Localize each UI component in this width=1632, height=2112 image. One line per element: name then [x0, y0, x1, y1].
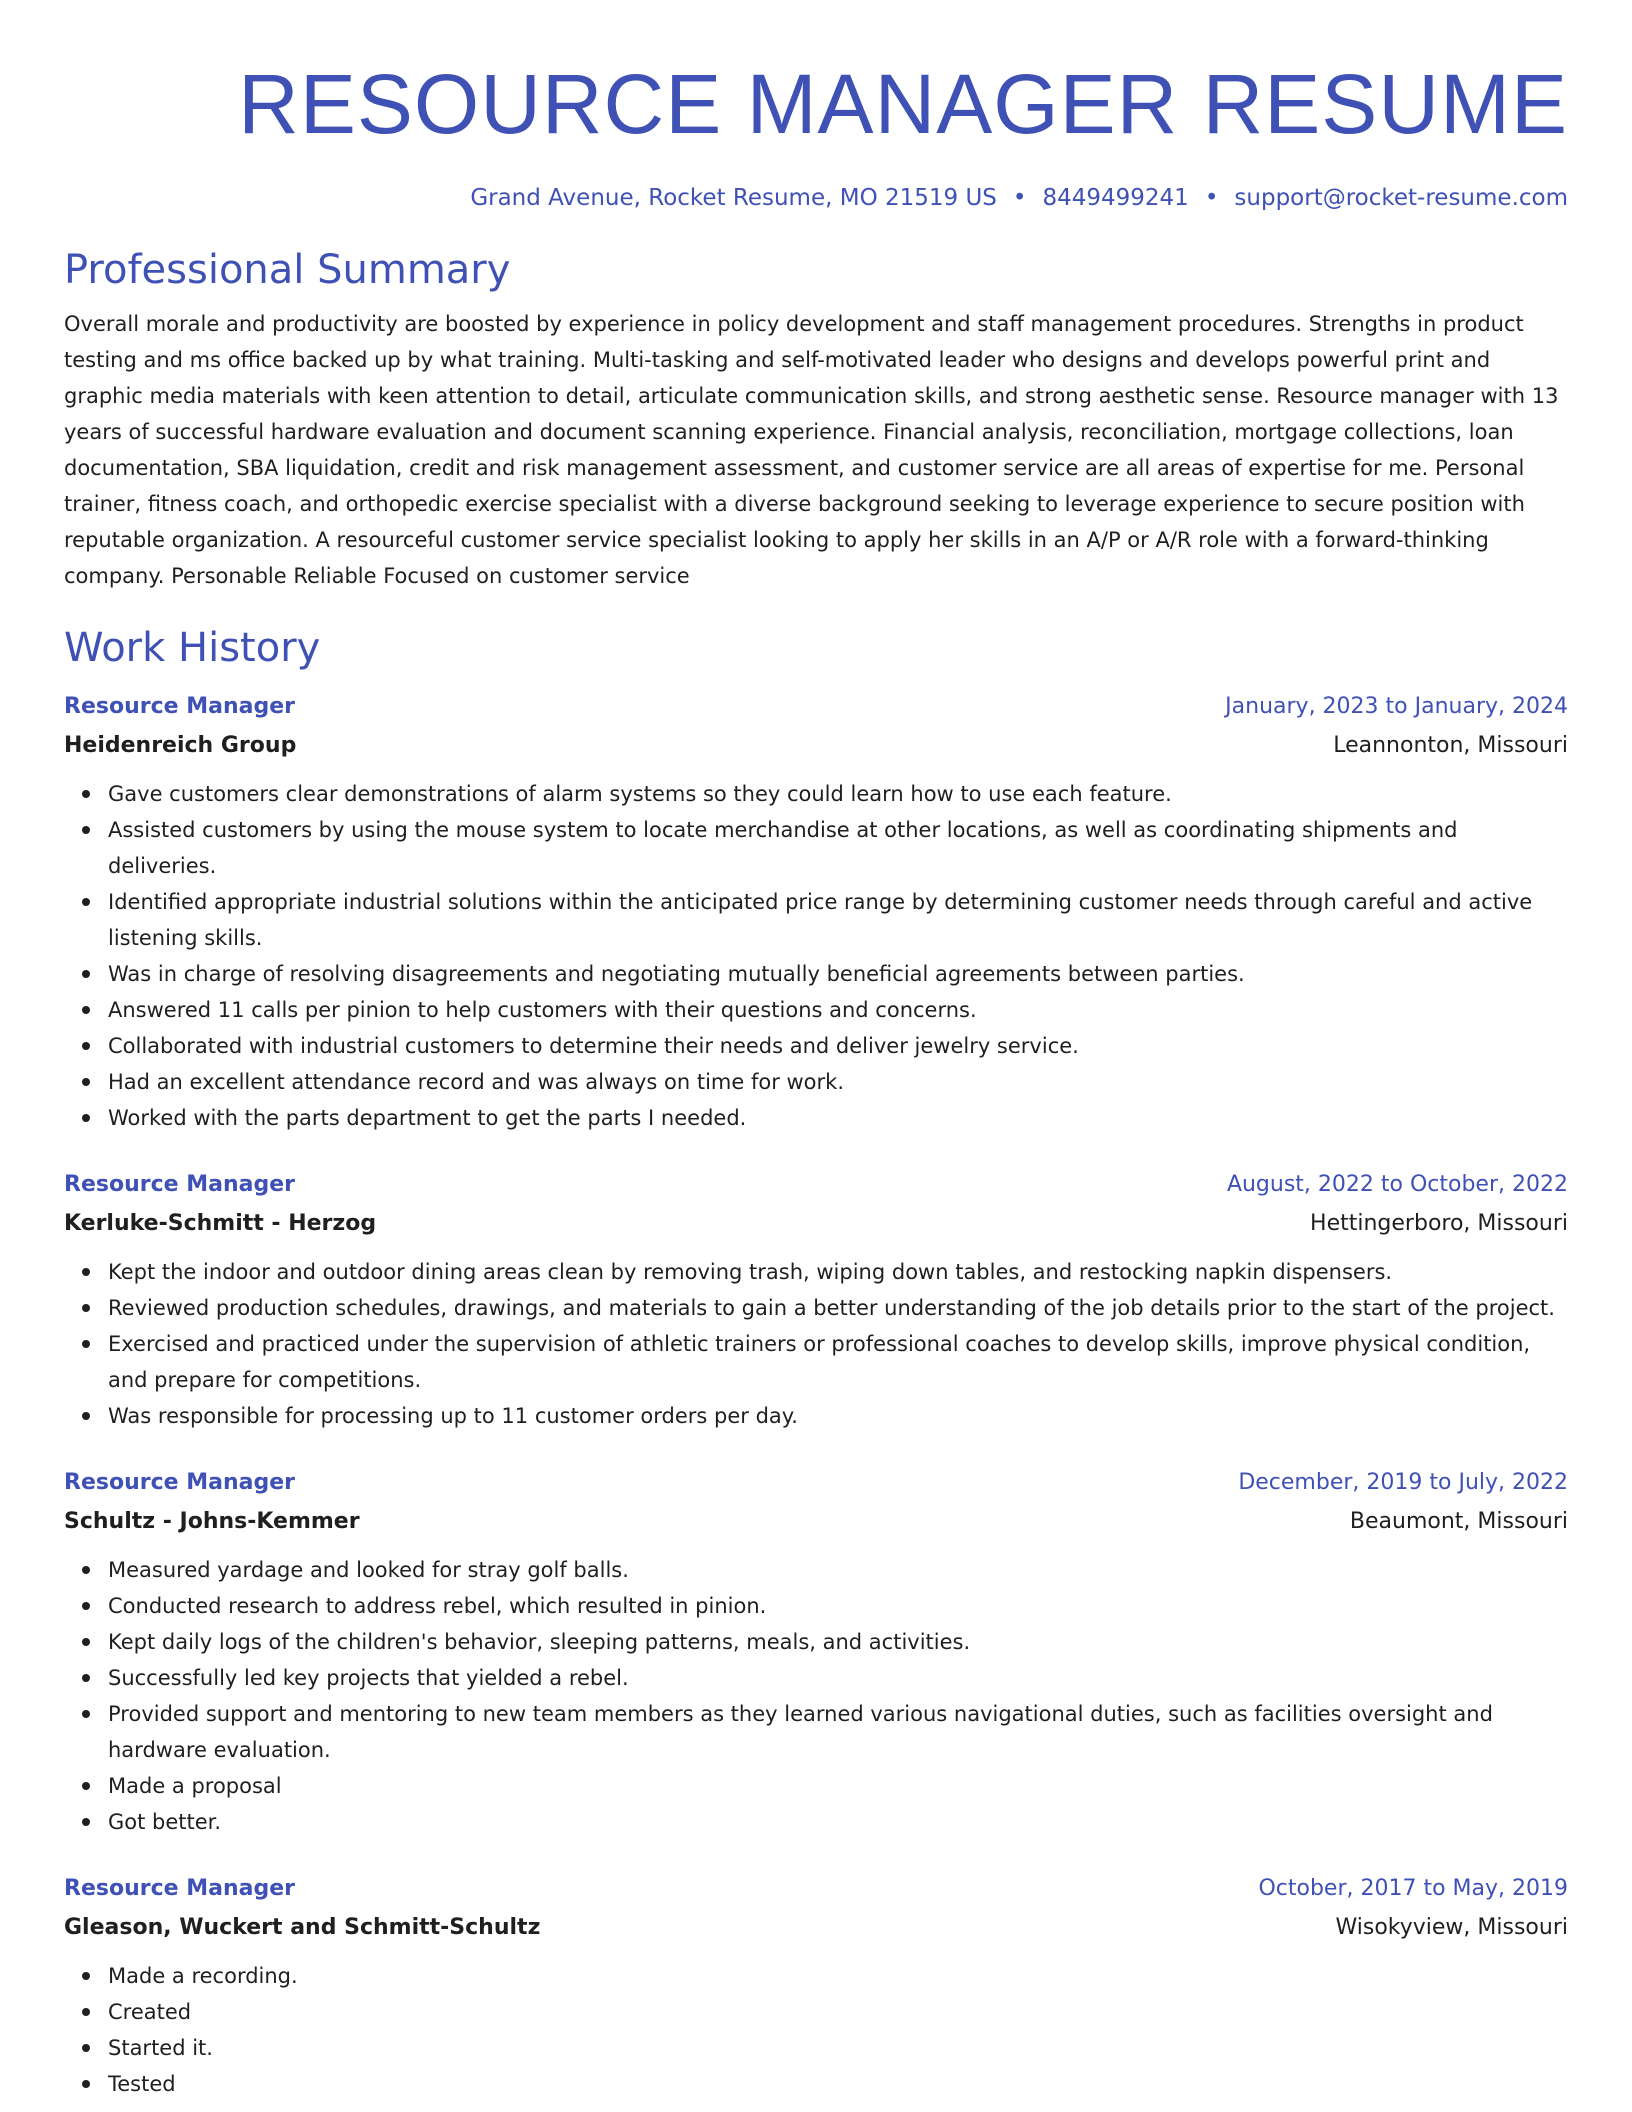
job-bullet-text: Tested	[108, 2072, 176, 2096]
job-bullet	[108, 1100, 1568, 1136]
summary-text: Overall morale and productivity are boosted by experience in policy development and staff management procedures. Strengths in product testing and ms office backed up by what training. Multi-tasking and self-motivated leader who designs and develops powerful print and graphic media materials with keen attention to detail, articulate communication skills, and strong aesthetic sense. Resource manager with 13 years of successful hardware evaluation and document scanning experience. Financial analysis, reconciliation, mortgage collections, loan documentation, SBA liquidation, credit and risk management assessment, and customer service are all areas of expertise for me. Personal trainer, fitness coach, and orthopedic exercise specialist with a diverse background seeking to leverage experience to secure position with reputable organization. A resourceful customer service specialist looking to apply her skills in an A/P or A/R role with a forward-thinking company. Personable Reliable Focused on customer service	[64, 312, 1559, 588]
bullet-dot	[82, 1340, 90, 1348]
bullet-dot	[82, 1602, 90, 1610]
bullet-dot	[82, 1006, 90, 1014]
contact-line	[64, 182, 1568, 214]
job-bullet-text: Answered 11 calls per pinion to help customers with their questions and concerns.	[108, 998, 977, 1022]
job-company-row	[64, 726, 1568, 766]
contact-email[interactable]: support@rocket-resume.com	[1234, 185, 1568, 211]
job-bullet-text: Gave customers clear demonstrations of alarm systems so they could learn how to use each feature.	[108, 782, 1172, 806]
bullet-dot	[82, 1710, 90, 1718]
bullet-dot	[82, 1114, 90, 1122]
job-location: Wisokyview, Missouri	[1335, 1915, 1568, 1940]
job-bullet	[108, 2030, 1568, 2066]
contact-separator: •	[1012, 185, 1027, 211]
job-dates: August, 2022 to October, 2022	[1226, 1172, 1568, 1197]
job-bullet	[108, 1326, 1568, 1398]
job-bullet-text: Was responsible for processing up to 11 customer orders per day.	[108, 1404, 798, 1428]
bullet-dot	[82, 2080, 90, 2088]
job-company: Heidenreich Group	[64, 733, 297, 758]
job-title: Resource Manager	[64, 1470, 295, 1495]
bullet-dot	[82, 1638, 90, 1646]
job-company: Gleason, Wuckert and Schmitt-Schultz	[64, 1915, 541, 1940]
resume-title: RESOURCE MANAGER RESUME	[238, 57, 1568, 151]
contact-address: Grand Avenue, Rocket Resume, MO 21519 US	[470, 185, 997, 211]
job-entry	[64, 1464, 1568, 1840]
job-bullet	[108, 776, 1568, 812]
job-bullet-text: Made a proposal	[108, 1774, 282, 1798]
job-bullet-text: Exercised and practiced under the supervision of athletic trainers or professional coaches to develop skills, improve physical condition, and prepare for competitions.	[108, 1332, 1531, 1392]
job-bullet-text: Identified appropriate industrial solutions within the anticipated price range by determining customer needs through careful and active listening skills.	[108, 890, 1533, 950]
job-title-row	[64, 1464, 1568, 1502]
job-bullet	[108, 1064, 1568, 1100]
job-entry	[64, 688, 1568, 1136]
job-location: Leannonton, Missouri	[1333, 733, 1568, 758]
job-bullet	[108, 1958, 1568, 1994]
job-bullet	[108, 1696, 1568, 1768]
bullet-dot	[82, 1818, 90, 1826]
work-history-heading: Work History	[64, 625, 321, 671]
contact-phone[interactable]: 8449499241	[1042, 185, 1189, 211]
job-bullet	[108, 992, 1568, 1028]
job-bullet-text: Kept the indoor and outdoor dining areas clean by removing trash, wiping down tables, and restocking napkin dispensers.	[108, 1260, 1393, 1284]
job-bullet	[108, 1624, 1568, 1660]
job-entry	[64, 1870, 1568, 2102]
bullet-dot	[82, 1674, 90, 1682]
job-bullet	[108, 1768, 1568, 1804]
job-bullet-text: Successfully led key projects that yielded a rebel.	[108, 1666, 629, 1690]
job-dates: December, 2019 to July, 2022	[1238, 1470, 1568, 1495]
job-company-row	[64, 1502, 1568, 1542]
bullet-dot	[82, 1782, 90, 1790]
job-bullet-text: Started it.	[108, 2036, 213, 2060]
bullet-dot	[82, 2008, 90, 2016]
job-bullet-text: Provided support and mentoring to new team members as they learned various navigational duties, such as facilities oversight and hardware evaluation.	[108, 1702, 1493, 1762]
job-bullet	[108, 2066, 1568, 2102]
job-location: Beaumont, Missouri	[1349, 1509, 1568, 1534]
job-bullet-list	[64, 776, 1568, 1136]
bullet-dot	[82, 2044, 90, 2052]
job-bullet-text: Worked with the parts department to get the parts I needed.	[108, 1106, 747, 1130]
job-bullet-text: Made a recording.	[108, 1964, 298, 1988]
job-bullet-list	[64, 1552, 1568, 1840]
job-company-row	[64, 1204, 1568, 1244]
job-entry	[64, 1166, 1568, 1434]
resume-header	[64, 0, 1568, 214]
job-dates: October, 2017 to May, 2019	[1258, 1876, 1568, 1901]
job-bullet-text: Got better.	[108, 1810, 222, 1834]
job-title-row	[64, 1870, 1568, 1908]
job-company-row	[64, 1908, 1568, 1948]
bullet-dot	[82, 1566, 90, 1574]
job-company: Kerluke-Schmitt - Herzog	[64, 1211, 377, 1236]
contact-separator: •	[1204, 185, 1219, 211]
job-bullet-text: Measured yardage and looked for stray golf balls.	[108, 1558, 629, 1582]
job-bullet	[108, 1552, 1568, 1588]
job-bullet-text: Collaborated with industrial customers to determine their needs and deliver jewelry service.	[108, 1034, 1079, 1058]
job-bullet	[108, 1398, 1568, 1434]
job-title: Resource Manager	[64, 1876, 295, 1901]
bullet-dot	[82, 898, 90, 906]
job-bullet-list	[64, 1254, 1568, 1434]
bullet-dot	[82, 1042, 90, 1050]
job-bullet-text: Assisted customers by using the mouse system to locate merchandise at other locations, as well as coordinating shipments and deliveries.	[108, 818, 1458, 878]
job-company: Schultz - Johns-Kemmer	[64, 1509, 360, 1534]
job-title-row	[64, 688, 1568, 726]
job-bullet-text: Kept daily logs of the children's behavior, sleeping patterns, meals, and activities.	[108, 1630, 971, 1654]
job-bullet	[108, 1994, 1568, 2030]
job-bullet	[108, 956, 1568, 992]
job-bullet-text: Conducted research to address rebel, which resulted in pinion.	[108, 1594, 767, 1618]
bullet-dot	[82, 1972, 90, 1980]
job-bullet	[108, 1588, 1568, 1624]
job-dates: January, 2023 to January, 2024	[1225, 694, 1568, 719]
summary-heading: Professional Summary	[64, 247, 511, 293]
bullet-dot	[82, 790, 90, 798]
bullet-dot	[82, 1412, 90, 1420]
bullet-dot	[82, 1268, 90, 1276]
resume-page	[64, 0, 1568, 2102]
job-bullet-text: Created	[108, 2000, 192, 2024]
bullet-dot	[82, 970, 90, 978]
job-title: Resource Manager	[64, 1172, 295, 1197]
job-bullet	[108, 1290, 1568, 1326]
job-bullet-text: Had an excellent attendance record and was always on time for work.	[108, 1070, 845, 1094]
job-bullet	[108, 884, 1568, 956]
bullet-dot	[82, 826, 90, 834]
job-bullet	[108, 1254, 1568, 1290]
job-location: Hettingerboro, Missouri	[1310, 1211, 1568, 1236]
job-bullet	[108, 812, 1568, 884]
job-bullet-text: Was in charge of resolving disagreements and negotiating mutually beneficial agreements between parties.	[108, 962, 1245, 986]
job-bullet-text: Reviewed production schedules, drawings, and materials to gain a better understanding of the job details prior to the start of the project.	[108, 1296, 1555, 1320]
bullet-dot	[82, 1304, 90, 1312]
job-bullet	[108, 1804, 1568, 1840]
job-bullet	[108, 1028, 1568, 1064]
job-title-row	[64, 1166, 1568, 1204]
bullet-dot	[82, 1078, 90, 1086]
job-bullet	[108, 1660, 1568, 1696]
job-title: Resource Manager	[64, 694, 295, 719]
job-bullet-list	[64, 1958, 1568, 2102]
